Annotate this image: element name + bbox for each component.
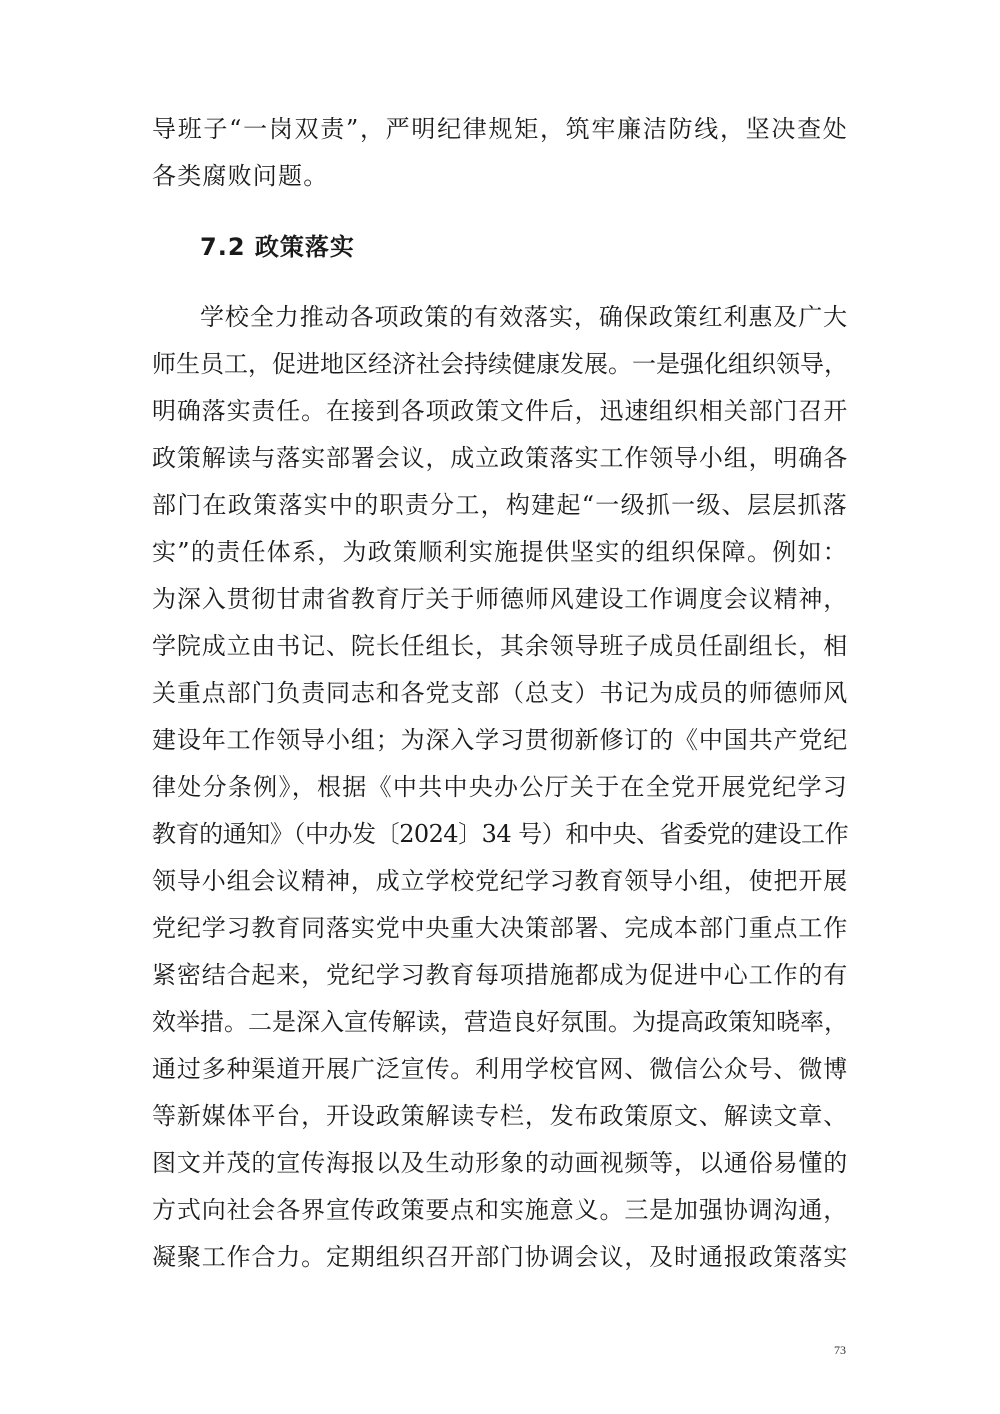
paragraph-line: 通过多种渠道开展广泛宣传。利用学校官网、微信公众号、微博: [152, 1055, 848, 1083]
paragraph-line: 党纪学习教育同落实党中央重大决策部署、完成本部门重点工作: [152, 914, 848, 942]
paragraph-line: 图文并茂的宣传海报以及生动形象的动画视频等，以通俗易懂的: [152, 1149, 848, 1177]
paragraph-line: 方式向社会各界宣传政策要点和实施意义。三是加强协调沟通，: [152, 1196, 848, 1224]
section-heading: 7.2 政策落实: [200, 233, 355, 261]
page-number: 73: [834, 1343, 846, 1357]
paragraph-line: 领导小组会议精神，成立学校党纪学习教育领导小组，使把开展: [152, 867, 848, 895]
paragraph-line: 为深入贯彻甘肃省教育厅关于师德师风建设工作调度会议精神，: [152, 585, 848, 613]
paragraph-line: 等新媒体平台，开设政策解读专栏，发布政策原文、解读文章、: [152, 1102, 848, 1130]
paragraph-line: 学校全力推动各项政策的有效落实，确保政策红利惠及广大: [200, 303, 848, 331]
paragraph-line: 律处分条例》，根据《中共中央办公厅关于在全党开展党纪学习: [152, 773, 848, 801]
paragraph-line: 政策解读与落实部署会议，成立政策落实工作领导小组，明确各: [152, 444, 848, 472]
paragraph-line: 学院成立由书记、院长任组长，其余领导班子成员任副组长，相: [152, 632, 848, 660]
paragraph-line: 教育的通知》（中办发〔2024〕34 号）和中央、省委党的建设工作: [152, 820, 848, 848]
paragraph-line: 关重点部门负责同志和各党支部（总支）书记为成员的师德师风: [152, 679, 848, 707]
paragraph-line: 明确落实责任。在接到各项政策文件后，迅速组织相关部门召开: [152, 397, 848, 425]
paragraph-line: 效举措。二是深入宣传解读，营造良好氛围。为提高政策知晓率，: [152, 1008, 848, 1036]
paragraph-line: 师生员工，促进地区经济社会持续健康发展。一是强化组织领导，: [152, 350, 848, 378]
paragraph-line: 紧密结合起来，党纪学习教育每项措施都成为促进中心工作的有: [152, 961, 848, 989]
paragraph-line: 实”的责任体系，为政策顺利实施提供坚实的组织保障。例如：: [152, 538, 848, 566]
paragraph-line: 部门在政策落实中的职责分工，构建起“一级抓一级、层层抓落: [152, 491, 848, 519]
paragraph-line: 建设年工作领导小组；为深入学习贯彻新修订的《中国共产党纪: [152, 726, 848, 754]
paragraph-line: 凝聚工作合力。定期组织召开部门协调会议，及时通报政策落实: [152, 1243, 848, 1271]
text-line: 各类腐败问题。: [152, 162, 329, 190]
text-line: 导班子“一岗双责”，严明纪律规矩，筑牢廉洁防线，坚决查处: [152, 115, 848, 143]
